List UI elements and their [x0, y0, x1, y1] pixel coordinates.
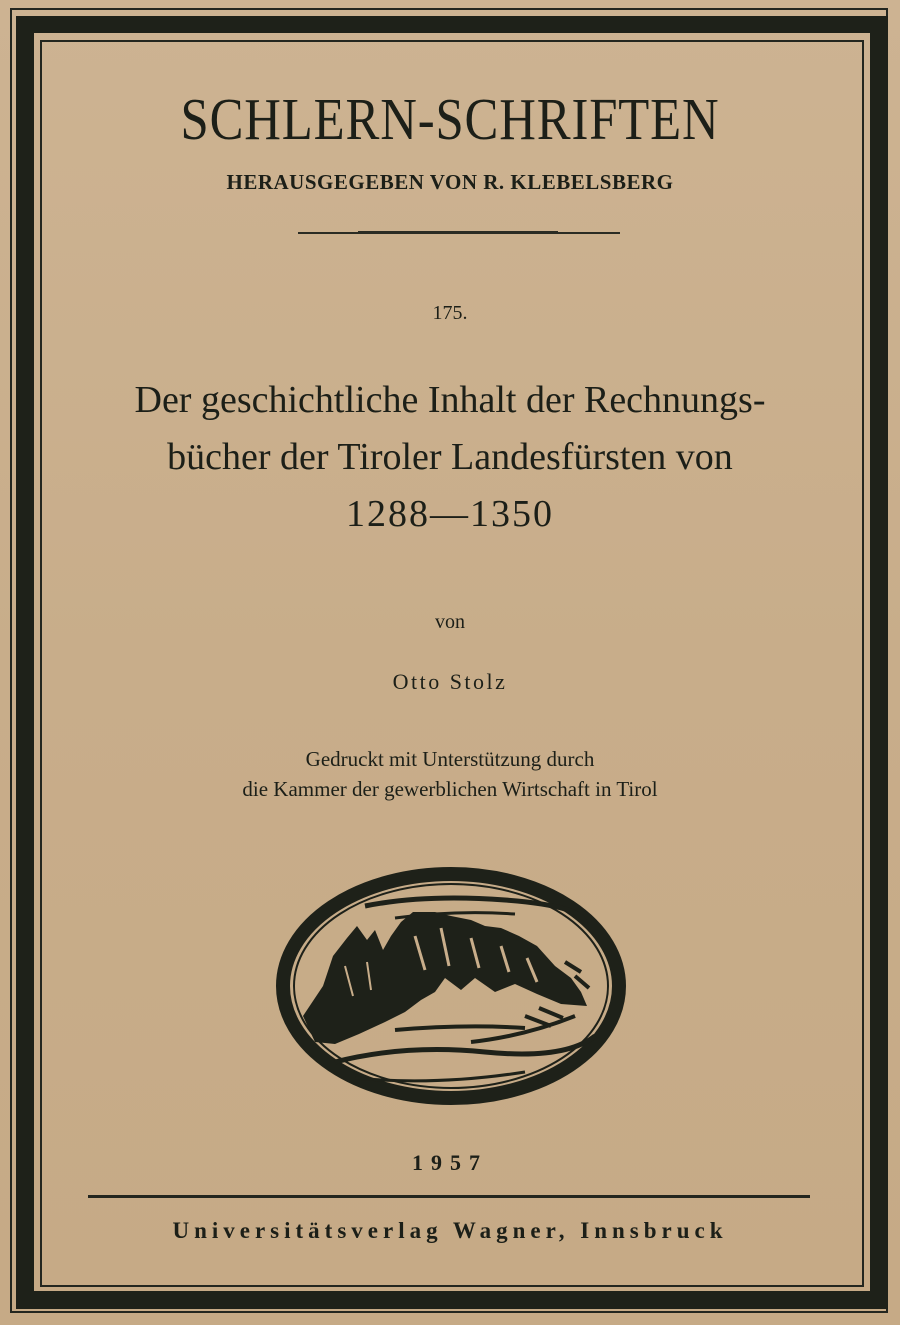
work-title-line-3: 1288—1350 — [346, 493, 554, 535]
series-title: SCHLERN-SCHRIFTEN — [180, 86, 720, 152]
top-divider-rule — [298, 232, 620, 234]
work-title-line-1: Der geschichtliche Inhalt der Rechnungs- — [134, 379, 766, 421]
support-line-1: Gedruckt mit Unterstützung durch — [305, 747, 595, 771]
publication-year: 1957 — [412, 1150, 488, 1175]
editor-line: HERAUSGEGEBEN VON R. KLEBELSBERG — [226, 170, 674, 194]
publisher-imprint: Universitätsverlag Wagner, Innsbruck — [172, 1218, 728, 1243]
mountain-landscape-vignette-icon — [275, 866, 627, 1106]
work-title — [0, 372, 900, 543]
support-note — [0, 744, 900, 804]
bottom-divider-rule — [88, 1195, 810, 1198]
volume-number: 175. — [432, 302, 468, 324]
work-title-line-2: bücher der Tiroler Landesfürsten von — [167, 436, 733, 478]
author-name: Otto Stolz — [392, 669, 508, 694]
by-label: von — [435, 611, 465, 633]
support-line-2: die Kammer der gewerblichen Wirtschaft in Tirol — [242, 777, 658, 801]
